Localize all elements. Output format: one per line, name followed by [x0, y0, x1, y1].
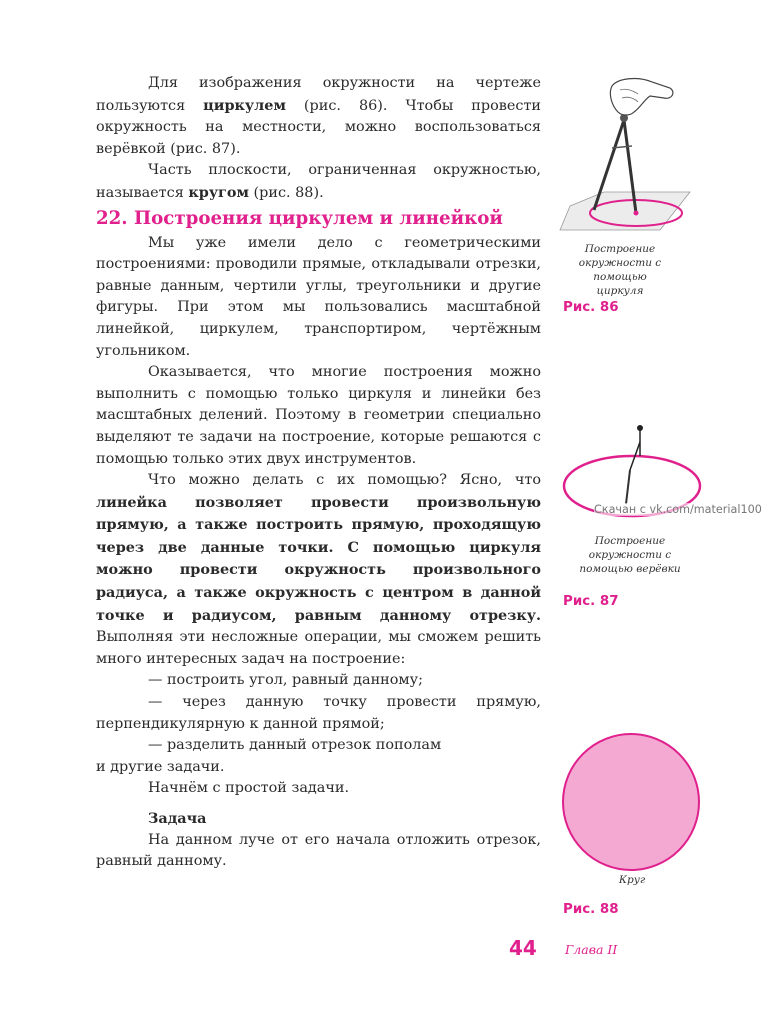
term-disk: кругом — [188, 183, 249, 201]
paper-plane — [560, 192, 690, 230]
term-compass: циркулем — [203, 96, 286, 114]
task-title: Задача — [148, 810, 207, 827]
list-item-bisect: — разделить данный отрезок пополам — [148, 737, 442, 754]
paragraph-constructions: Мы уже имели дело с геометрическими построениями: проводили прямые, откладывали отрезки, равные данным, чертили углы, треугольники и другие фигуры. При этом мы пользовались масштабной линейкой, циркулем, транспортиром, чертёжным угольником. — [96, 234, 541, 359]
watermark: Скачан с vk.com/material100 — [594, 503, 762, 516]
disk — [563, 734, 699, 870]
fig88-caption: Круг — [618, 874, 646, 886]
task-text: На данном луче от его начала отложить отрезок, равный данному. — [96, 831, 541, 870]
main-text — [96, 73, 541, 873]
paragraph-disk: Часть плоскости, ограниченная окружностью, называется кругом (рис. 88). — [96, 162, 541, 201]
chapter-label: Глава II — [565, 942, 618, 957]
list-end: и другие задачи. — [96, 758, 225, 775]
paragraph-compass: Для изображения окружности на чертеже пользуются циркулем (рис. 86). Чтобы провести окружность на местности, можно воспользоваться верёвкой (рис. 87). — [96, 75, 542, 157]
paragraph-operations: Что можно делать с их помощью? Ясно, что линейка позволяет провести произвольную прямую, а также построить прямую, проходящую через две данные точки. С помощью циркуля можно провести окружность произвольного радиуса, а также окружность с центром в данной точке и радиусом, равным данному отрезку. Выполняя эти несложные операции, мы сможем решить много интересных задач на построение: — [96, 472, 541, 667]
page-number: 44 — [509, 936, 537, 960]
disk-figure — [561, 732, 701, 872]
marker-stick — [626, 470, 630, 504]
paragraph-tools: Оказывается, что многие построения можно выполнить с помощью только циркуля и линейки без масштабных делений. Поэтому в геометрии специально выделяют те задачи на построение, которые решаются с помощью только этих двух инструментов. — [96, 364, 541, 467]
fig86-label: Рис. 86 — [563, 300, 619, 315]
fig86-caption: Построение окружности с помощью циркуля — [578, 243, 662, 297]
fig88-label: Рис. 88 — [563, 902, 619, 917]
fig87-label: Рис. 87 — [563, 594, 619, 609]
section-heading: 22. Построения циркулем и линейкой — [96, 207, 503, 229]
list-item-angle: — построить угол, равный данному; — [148, 672, 423, 689]
fig87-caption: Построение окружности с помощью верёвки — [579, 535, 681, 575]
hand-icon — [610, 79, 672, 115]
paragraph-start: Начнём с простой задачи. — [148, 780, 350, 797]
person-icon — [637, 425, 643, 431]
compass-figure — [560, 78, 700, 238]
list-item-perpendicular: — через данную точку провести прямую, перпендикулярную к данной прямой; — [96, 694, 541, 732]
center-point — [634, 211, 639, 216]
operations-bold: линейка позволяет провести произвольную прямую, а также построить прямую, проходящую через две данные точки. С помощью циркуля можно провести окружность произвольного радиуса, а также окружность с центром в данной точке и радиусом, равным данному отрезку. — [96, 493, 541, 624]
